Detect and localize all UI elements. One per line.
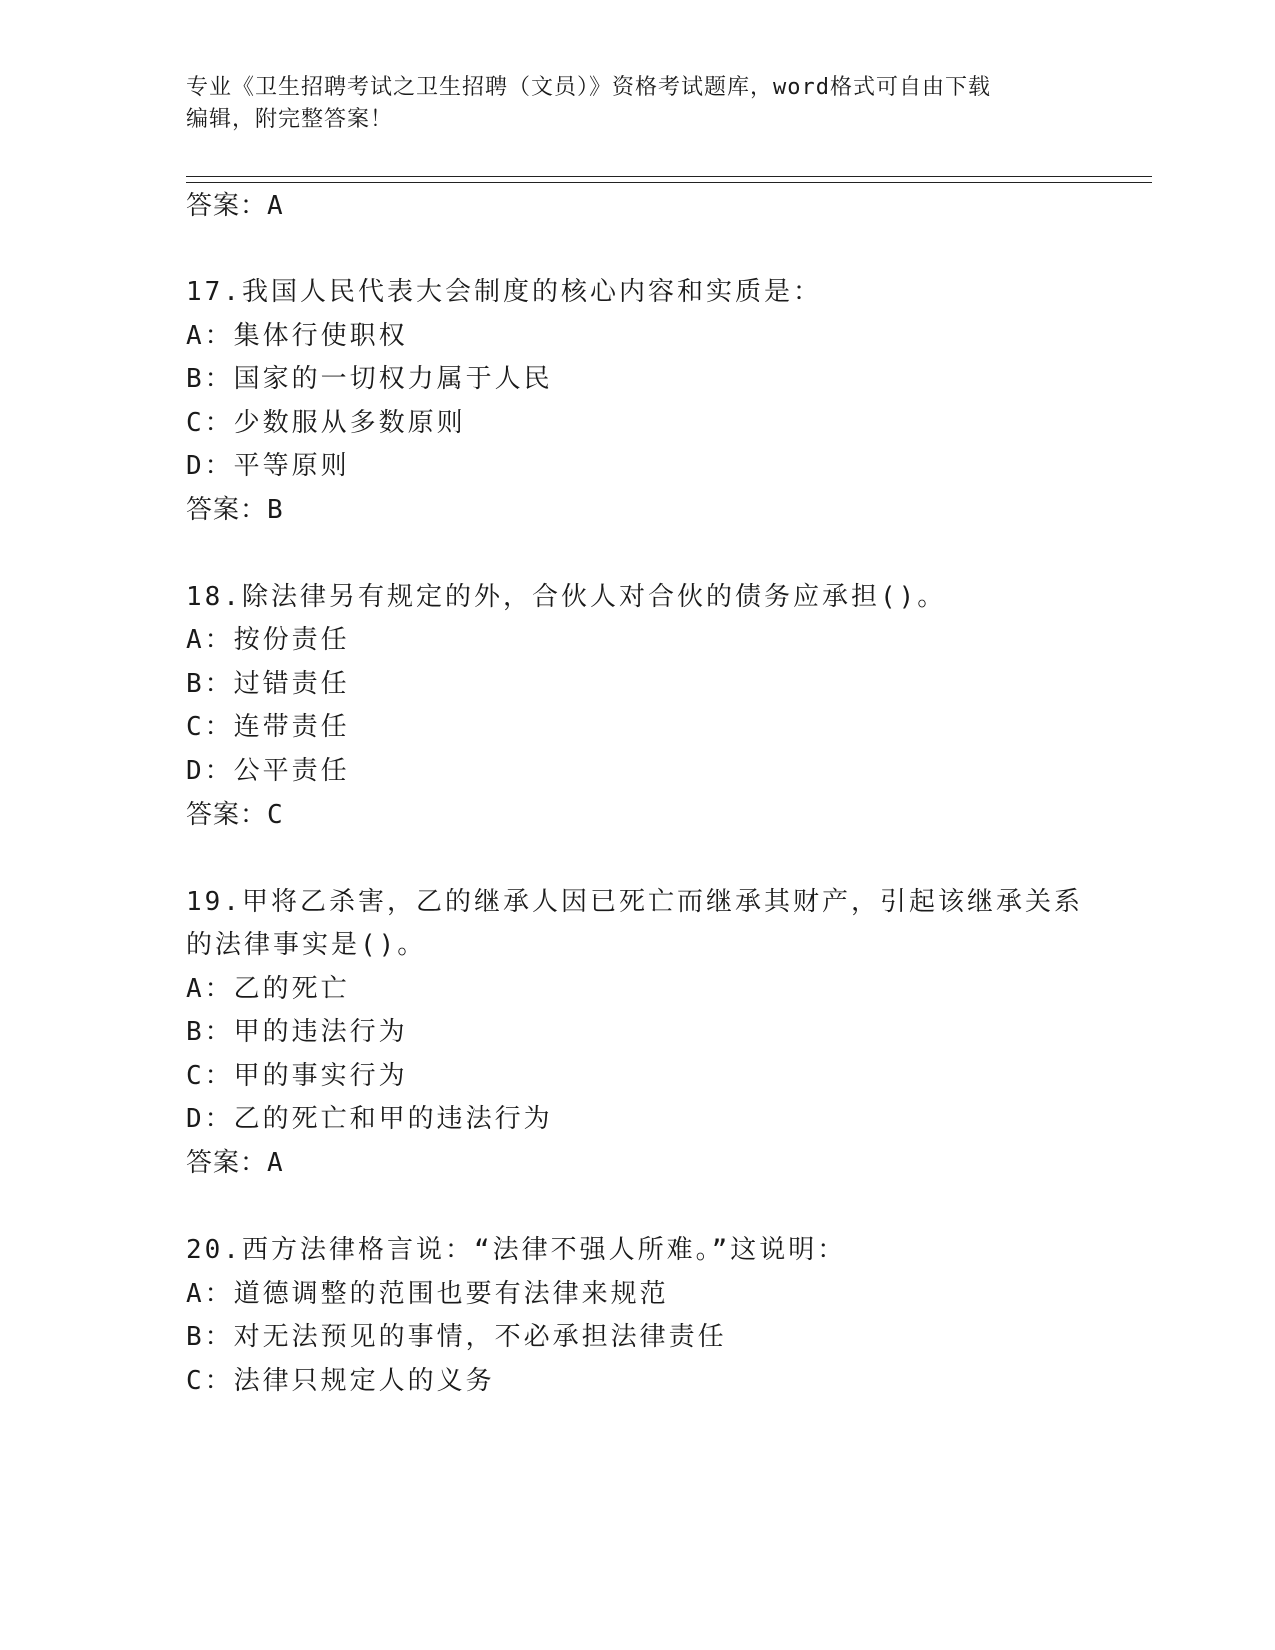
question-19-option-d: D：乙的死亡和甲的违法行为	[186, 1104, 553, 1134]
document-header	[186, 72, 1086, 136]
question-20-option-a: A：道德调整的范围也要有法律来规范	[186, 1279, 669, 1309]
question-18-option-b: B：过错责任	[186, 669, 350, 699]
question-19-option-c: C：甲的事实行为	[186, 1061, 408, 1091]
question-17-option-c: C：少数服从多数原则	[186, 408, 466, 438]
previous-answer: 答案：A	[186, 191, 284, 221]
question-18-option-a: A：按份责任	[186, 625, 350, 655]
question-17-answer: 答案：B	[186, 495, 284, 525]
question-19-answer: 答案：A	[186, 1148, 284, 1178]
header-line-1: 专业《卫生招聘考试之卫生招聘（文员）》资格考试题库，word格式可自由下载	[186, 75, 991, 100]
header-divider-bottom	[186, 182, 1152, 183]
question-19-stem-line-2: 的法律事实是()。	[186, 930, 427, 960]
question-18-stem: 18.除法律另有规定的外，合伙人对合伙的债务应承担()。	[186, 582, 947, 612]
question-19-option-a: A：乙的死亡	[186, 974, 350, 1004]
question-18-answer: 答案：C	[186, 800, 284, 830]
question-17-option-d: D：平等原则	[186, 451, 350, 481]
question-17-option-b: B：国家的一切权力属于人民	[186, 364, 553, 394]
question-19-stem-line-1: 19.甲将乙杀害，乙的继承人因已死亡而继承其财产，引起该继承关系	[186, 887, 1083, 917]
question-17-option-a: A：集体行使职权	[186, 321, 408, 351]
question-19-option-b: B：甲的违法行为	[186, 1017, 408, 1047]
question-18-option-d: D：公平责任	[186, 756, 350, 786]
question-20-stem: 20.西方法律格言说：“法律不强人所难。”这说明：	[186, 1235, 847, 1265]
header-divider-top	[186, 176, 1152, 177]
question-18-option-c: C：连带责任	[186, 712, 350, 742]
question-20-option-b: B：对无法预见的事情，不必承担法律责任	[186, 1322, 727, 1352]
header-line-2: 编辑，附完整答案！	[186, 107, 394, 132]
question-17-stem: 17.我国人民代表大会制度的核心内容和实质是：	[186, 277, 822, 307]
question-20-option-c: C：法律只规定人的义务	[186, 1366, 495, 1396]
